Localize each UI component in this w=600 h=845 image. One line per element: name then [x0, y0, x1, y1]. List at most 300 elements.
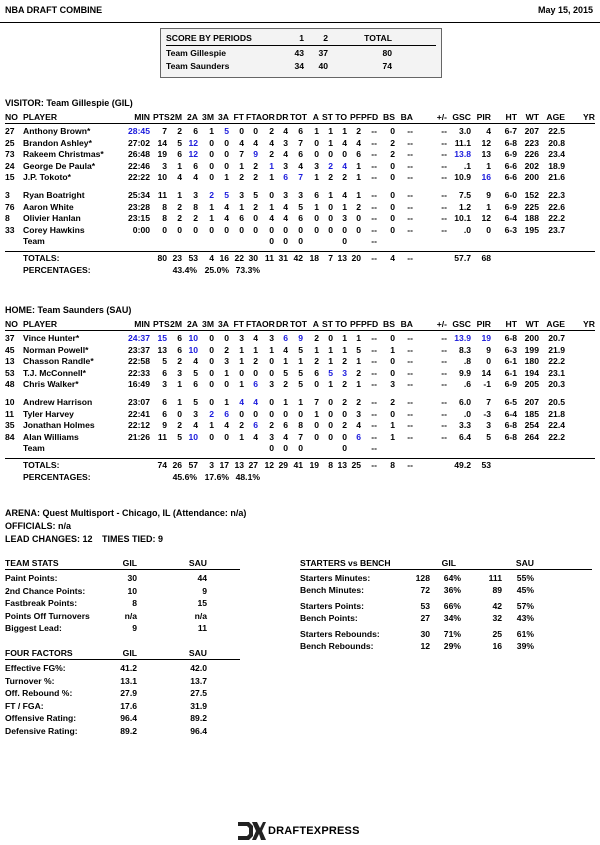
cell-2a: 12 — [188, 149, 198, 160]
total-header: TOTAL — [364, 33, 392, 43]
score-by-periods-header — [166, 33, 436, 44]
cell-pfd: -- — [371, 431, 377, 442]
cell-to: 0 — [342, 443, 347, 454]
cell-ft: 1 — [239, 344, 244, 355]
cell-player: Vince Hunter* — [23, 333, 80, 343]
cell-player: Tyler Harvey — [23, 408, 74, 419]
sb-ap: 71% — [443, 628, 461, 639]
stat-label: Paint Points: — [5, 573, 58, 583]
cell-a: 1 — [314, 126, 319, 136]
cell-3m: 2 — [209, 190, 214, 200]
cell-to: 13 — [337, 460, 347, 470]
cell-age: 22.5 — [548, 126, 565, 136]
cell-ba: -- — [407, 201, 413, 212]
cell-ft: 1 — [239, 431, 244, 442]
cell-or: 4 — [269, 213, 274, 224]
cell-ft: 0 — [239, 367, 244, 378]
cell-player: Rakeem Christmas* — [23, 149, 104, 160]
stat-value-gil: 8 — [132, 598, 137, 609]
cell-ba: -- — [407, 460, 413, 470]
home-totals-divider — [5, 458, 595, 459]
stat-value-sau: 9 — [202, 585, 207, 596]
cell-2a: 4 — [193, 420, 198, 431]
starters-bench-row — [300, 573, 592, 584]
cell-3m: 4 — [209, 253, 214, 263]
cell-ba: -- — [407, 213, 413, 224]
cell-pfd: -- — [371, 236, 377, 247]
player-row — [5, 356, 595, 367]
cell-pir: 0 — [486, 224, 491, 235]
sb-b: 89 — [492, 585, 502, 596]
cell-2a: 2A — [187, 319, 198, 329]
cell-ba: -- — [407, 172, 413, 183]
cell-3m: 0 — [209, 333, 214, 343]
cell-tot: 0 — [298, 224, 303, 235]
cell-ht: 6-9 — [504, 149, 517, 160]
cell-tot: 41 — [293, 460, 303, 470]
cell-dr: DR — [276, 319, 289, 329]
cell-pm: -- — [441, 397, 447, 407]
cell-pts: 10 — [157, 172, 167, 183]
cell-age: 22.2 — [548, 213, 565, 224]
stat-label: 2nd Chance Points: — [5, 585, 86, 596]
cell-min: 23:15 — [128, 213, 150, 224]
cell-st: 0 — [328, 224, 333, 235]
cell-bs: 0 — [390, 408, 395, 419]
starters-bench-row — [300, 629, 592, 640]
sb-bp: 61% — [516, 628, 534, 639]
cell-tot: 0 — [298, 236, 303, 247]
cell-pm: -- — [441, 431, 447, 442]
cell-no: 24 — [5, 160, 15, 171]
four_factors-col-sau: SAU — [188, 648, 207, 658]
cell-min: 22:22 — [128, 172, 150, 183]
home-percentages-row — [5, 472, 595, 483]
cell-to: 2 — [342, 379, 347, 390]
cell-pts: 6 — [162, 408, 167, 419]
stat-value-gil: 17.6 — [120, 700, 137, 711]
cell-2m: 0 — [177, 408, 182, 419]
cell-min: 27:02 — [128, 137, 150, 148]
cell-fta: 4 — [253, 333, 258, 343]
cell-to: 13 — [337, 253, 347, 263]
period-1-header: 1 — [299, 33, 304, 43]
cell-min: 16:49 — [128, 379, 150, 390]
cell-no: 8 — [5, 213, 10, 224]
cell-min: 22:33 — [128, 367, 150, 378]
cell-pts: 14 — [157, 137, 167, 148]
cell-st: 0 — [328, 213, 333, 224]
cell-fta: 2 — [253, 356, 258, 367]
cell-bs: 2 — [390, 149, 395, 160]
stat-value-gil: 89.2 — [120, 726, 137, 736]
cell-gsc: 6.0 — [459, 397, 471, 407]
cell-fta: 27 — [248, 460, 258, 470]
cell-no: 25 — [5, 137, 15, 148]
cell-to: 4 — [342, 137, 347, 148]
cell-pfd: -- — [371, 213, 377, 224]
cell-ht: 6-6 — [504, 160, 517, 171]
stat-label: Offensive Rating: — [5, 713, 77, 724]
cell-a: 2 — [314, 356, 319, 367]
cell-2a: 4 — [193, 356, 198, 367]
cell-to: 3 — [342, 367, 347, 378]
cell-bs: 0 — [390, 356, 395, 367]
cell-to: TO — [335, 112, 347, 122]
cell-a: 6 — [314, 190, 319, 200]
cell-min: 23:28 — [128, 201, 150, 212]
cell-tot: 5 — [298, 379, 303, 390]
cell-ba: -- — [407, 379, 413, 390]
cell-bs: 0 — [390, 126, 395, 136]
cell-ht: 6-1 — [504, 356, 517, 367]
visitor-column-header — [5, 112, 595, 124]
cell-a: 1 — [314, 408, 319, 419]
cell-pts: 6 — [162, 397, 167, 407]
cell-3m: 0 — [209, 149, 214, 160]
stat-value-gil: 30 — [127, 573, 137, 583]
cell-ft: 3 — [239, 333, 244, 343]
cell-pf: PF — [350, 319, 361, 329]
cell-3a: 3A — [218, 319, 229, 329]
cell-bs: 1 — [390, 344, 395, 355]
cell-3m: 1 — [209, 420, 214, 431]
cell-wt: 185 — [524, 408, 539, 419]
cell-gsc: 3.0 — [459, 126, 471, 136]
cell-pf: 3 — [356, 408, 361, 419]
cell-age: 21.9 — [548, 344, 565, 355]
cell-gsc: 8.3 — [459, 344, 471, 355]
cell-tot: 0 — [298, 443, 303, 454]
cell-min: 22:58 — [128, 356, 150, 367]
cell-3a: 0 — [224, 137, 229, 148]
cell-bs: 0 — [390, 201, 395, 212]
sb-a: 12 — [420, 641, 430, 651]
cell-dr: 6 — [283, 420, 288, 431]
cell-2m: 1 — [177, 160, 182, 171]
cell-ft: 7 — [239, 149, 244, 160]
cell-pf: 1 — [356, 160, 361, 171]
cell-or: OR — [262, 112, 275, 122]
visitor-totals-row — [5, 253, 595, 264]
stat-value-sau: 15 — [197, 598, 207, 609]
cell-no: 73 — [5, 149, 15, 160]
cell-pf: 0 — [356, 213, 361, 224]
cell-pm: -- — [441, 213, 447, 224]
cell-tot: 0 — [298, 408, 303, 419]
cell-a: 7 — [314, 397, 319, 407]
cell-3a: 0 — [224, 431, 229, 442]
cell-ht: HT — [505, 319, 517, 329]
cell-age: 21.6 — [548, 172, 565, 183]
cell-pfd: -- — [371, 172, 377, 183]
cell-min: 22:46 — [128, 160, 150, 171]
cell-dr: 4 — [283, 149, 288, 160]
percentages-label: PERCENTAGES: — [23, 265, 91, 275]
cell-age: 20.7 — [548, 333, 565, 343]
cell-pm: -- — [441, 367, 447, 378]
cell-pir: -3 — [483, 408, 491, 419]
cell-2a: 3 — [193, 408, 198, 419]
cell-pfd: PFD — [361, 112, 379, 122]
percentage-fg2: 43.4% — [172, 265, 197, 275]
cell-or: 11 — [264, 253, 274, 263]
cell-pfd: -- — [371, 443, 377, 454]
cell-pts: 3 — [162, 160, 167, 171]
cell-ba: -- — [407, 149, 413, 160]
cell-pir: 12 — [481, 137, 491, 148]
stat-label: FT / FGA: — [5, 700, 44, 711]
cell-player: TOTALS: — [23, 253, 60, 263]
cell-st: 1 — [328, 344, 333, 355]
cell-age: 23.1 — [548, 367, 565, 378]
cell-ba: -- — [407, 333, 413, 343]
sb-ap: 66% — [443, 600, 461, 611]
cell-3m: 0 — [209, 344, 214, 355]
cell-pfd: -- — [371, 356, 377, 367]
cell-or: 1 — [269, 160, 274, 171]
stat-label: Off. Rebound %: — [5, 688, 73, 699]
sb-bp: 55% — [516, 573, 534, 583]
cell-wt: 207 — [524, 397, 539, 407]
cell-player: Brandon Ashley* — [23, 137, 92, 148]
cell-player: Andrew Harrison — [23, 397, 93, 407]
cell-pts: PTS — [153, 319, 170, 329]
player-row — [5, 379, 595, 390]
cell-gsc: 6.4 — [459, 431, 471, 442]
cell-3m: 0 — [209, 367, 214, 378]
cell-pir: 5 — [486, 431, 491, 442]
sb-label: Bench Rebounds: — [300, 641, 374, 651]
starters-bench-col-sau: SAU — [515, 558, 534, 568]
cell-no: 76 — [5, 201, 15, 212]
cell-bs: 2 — [390, 397, 395, 407]
period-2-header: 2 — [323, 33, 328, 43]
sb-label: Bench Minutes: — [300, 585, 364, 596]
cell-fta: 2 — [253, 160, 258, 171]
cell-st: 1 — [328, 356, 333, 367]
cell-no: 84 — [5, 431, 15, 442]
cell-gsc: 11.1 — [454, 137, 471, 148]
cell-to: 2 — [342, 172, 347, 183]
stat-value-gil: 27.9 — [120, 688, 137, 699]
cell-player: George De Paula* — [23, 160, 96, 171]
cell-tot: 9 — [298, 333, 303, 343]
cell-or: 0 — [269, 236, 274, 247]
player-row — [5, 202, 595, 213]
cell-pf: 20 — [351, 253, 361, 263]
cell-a: 2 — [314, 333, 319, 343]
cell-st: 0 — [328, 333, 333, 343]
cell-bs: 1 — [390, 420, 395, 431]
cell-pir: 16 — [481, 172, 491, 183]
four_factors-row — [5, 676, 240, 687]
cell-ht: 6-3 — [504, 344, 517, 355]
cell-st: 0 — [328, 149, 333, 160]
cell-wt: 223 — [524, 137, 539, 148]
cell-3a: 1 — [224, 172, 229, 183]
team_stats-row — [5, 623, 240, 634]
cell-3a: 1 — [224, 367, 229, 378]
stat-label: Fastbreak Points: — [5, 598, 78, 609]
percentage-fg3: 25.0% — [204, 265, 229, 275]
cell-ba: -- — [407, 224, 413, 235]
cell-min: 22:41 — [128, 408, 150, 419]
cell-pm: -- — [441, 356, 447, 367]
cell-st: 0 — [328, 431, 333, 442]
cell-age: 22.2 — [548, 431, 565, 442]
cell-min: MIN — [134, 319, 150, 329]
draftexpress-logo — [238, 821, 368, 841]
player-row — [5, 190, 595, 201]
cell-or: 1 — [269, 344, 274, 355]
cell-age: 20.8 — [548, 137, 565, 148]
cell-pir: -1 — [483, 379, 491, 390]
score-divider — [166, 45, 436, 46]
cell-fta: 4 — [253, 431, 258, 442]
cell-ft: 0 — [239, 408, 244, 419]
cell-gsc: 1.2 — [459, 201, 471, 212]
cell-3m: 0 — [209, 224, 214, 235]
cell-pfd: -- — [371, 137, 377, 148]
cell-pf: PF — [350, 112, 361, 122]
cell-pm: -- — [441, 172, 447, 183]
cell-pm: -- — [441, 201, 447, 212]
cell-2m: 6 — [177, 333, 182, 343]
cell-or: 0 — [269, 408, 274, 419]
cell-to: 1 — [342, 126, 347, 136]
cell-pfd: -- — [371, 160, 377, 171]
cell-pts: 7 — [162, 126, 167, 136]
cell-2m: 1 — [177, 190, 182, 200]
cell-dr: DR — [276, 112, 289, 122]
cell-pf: 1 — [356, 333, 361, 343]
cell-or: 1 — [269, 201, 274, 212]
cell-2a: 12 — [188, 137, 198, 148]
cell-to: 4 — [342, 190, 347, 200]
cell-2m: 2 — [177, 356, 182, 367]
team_stats-row — [5, 598, 240, 609]
cell-a: 0 — [314, 149, 319, 160]
cell-pts: 19 — [157, 149, 167, 160]
cell-bs: 8 — [390, 460, 395, 470]
cell-no: 37 — [5, 333, 15, 343]
cell-pf: 5 — [356, 344, 361, 355]
cell-to: 2 — [342, 397, 347, 407]
cell-ba: -- — [407, 160, 413, 171]
cell-age: 18.9 — [548, 160, 565, 171]
cell-gsc: 13.8 — [454, 149, 471, 160]
cell-a: 3 — [314, 160, 319, 171]
cell-pm: -- — [441, 149, 447, 160]
cell-ba: -- — [407, 253, 413, 263]
cell-2a: 5 — [193, 367, 198, 378]
cell-2m: 6 — [177, 344, 182, 355]
cell-ft: 6 — [239, 213, 244, 224]
cell-pts: 15 — [157, 333, 167, 343]
cell-pf: 6 — [356, 149, 361, 160]
cell-min: 24:37 — [128, 333, 150, 343]
cell-ft: 0 — [239, 224, 244, 235]
cell-player: T.J. McConnell* — [23, 367, 87, 378]
cell-bs: 0 — [390, 224, 395, 235]
cell-2m: 2 — [177, 420, 182, 431]
cell-2m: 2 — [177, 126, 182, 136]
cell-to: 0 — [342, 236, 347, 247]
cell-fta: 0 — [253, 408, 258, 419]
cell-pts: 80 — [157, 253, 167, 263]
cell-3m: 3M — [202, 112, 214, 122]
cell-or: OR — [262, 319, 275, 329]
cell-2m: 2M — [170, 112, 182, 122]
cell-3m: 0 — [209, 172, 214, 183]
cell-ft: 4 — [239, 397, 244, 407]
sb-a: 30 — [420, 628, 430, 639]
stat-label: Turnover %: — [5, 675, 55, 686]
cell-pts: 11 — [157, 431, 167, 442]
cell-st: 0 — [328, 201, 333, 212]
cell-3a: 1 — [224, 397, 229, 407]
cell-st: 8 — [328, 460, 333, 470]
team_stats-title: TEAM STATS — [5, 558, 59, 568]
cell-2a: 8 — [193, 201, 198, 212]
cell-2m: 1 — [177, 397, 182, 407]
cell-ht: 6-8 — [504, 420, 517, 431]
cell-wt: 199 — [524, 344, 539, 355]
cell-2a: 57 — [188, 460, 198, 470]
cell-wt: 195 — [524, 224, 539, 235]
cell-ft: 2 — [239, 420, 244, 431]
cell-2a: 10 — [188, 333, 198, 343]
cell-tot: 5 — [298, 201, 303, 212]
cell-dr: 0 — [283, 443, 288, 454]
cell-age: 21.8 — [548, 408, 565, 419]
cell-pfd: -- — [371, 408, 377, 419]
cell-ft: 1 — [239, 201, 244, 212]
document-header — [0, 0, 600, 23]
cell-2a: 6 — [193, 379, 198, 390]
cell-or: 0 — [269, 397, 274, 407]
cell-pm: +/- — [436, 112, 447, 122]
cell-3m: 0 — [209, 379, 214, 390]
cell-ft: 4 — [239, 137, 244, 148]
score-row-home — [166, 61, 436, 72]
cell-st: 0 — [328, 397, 333, 407]
cell-a: 0 — [314, 420, 319, 431]
player-row — [5, 149, 595, 160]
cell-gsc: 13.9 — [454, 333, 471, 343]
cell-fta: 0 — [253, 213, 258, 224]
cell-fta: 1 — [253, 344, 258, 355]
cell-pir: 1 — [486, 201, 491, 212]
cell-3a: 16 — [219, 253, 229, 263]
cell-dr: 31 — [278, 253, 288, 263]
cell-ba: -- — [407, 137, 413, 148]
cell-or: 2 — [269, 420, 274, 431]
cell-player: PLAYER — [23, 319, 58, 329]
cell-ft: 1 — [239, 379, 244, 390]
player-row — [5, 126, 595, 137]
cell-pir: 68 — [481, 253, 491, 263]
cell-ht: 6-9 — [504, 379, 517, 390]
dx-logo-icon — [238, 822, 266, 840]
cell-to: 0 — [342, 149, 347, 160]
stat-label: Points Off Turnovers — [5, 610, 90, 621]
logo-text: DRAFTEXPRESS — [268, 825, 360, 837]
cell-pir: 0 — [486, 356, 491, 367]
cell-2m: 3 — [177, 367, 182, 378]
cell-2a: 53 — [188, 253, 198, 263]
